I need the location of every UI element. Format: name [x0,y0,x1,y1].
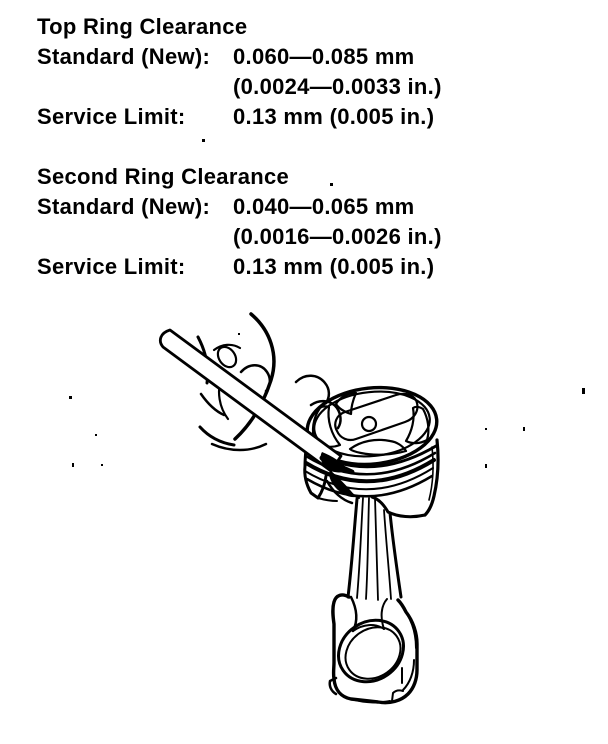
spec-value: 0.060—0.085 mm [233,44,415,69]
spec-title: Second Ring Clearance [37,164,290,189]
scan-speck [485,464,487,468]
scan-speck [101,464,103,466]
scan-speck [238,333,240,335]
scan-speck [582,388,585,394]
spec-value: 0.13 mm (0.005 in.) [233,254,435,279]
spec-label: Standard (New): [37,194,211,219]
spec-value: (0.0016—0.0026 in.) [233,224,442,249]
spec-label: Service Limit: [37,104,186,129]
scan-speck [95,434,97,436]
big-end [327,595,417,703]
spec-value: (0.0024—0.0033 in.) [233,74,442,99]
scan-speck [485,428,487,430]
spec-label: Standard (New): [37,44,211,69]
connecting-rod [327,498,417,703]
spec-title: Top Ring Clearance [37,14,248,39]
spec-value: 0.040—0.065 mm [233,194,415,219]
spec-label: Service Limit: [37,254,186,279]
scan-speck [330,183,333,186]
scan-speck [202,139,205,142]
scan-speck [72,463,74,467]
scan-speck [69,396,72,399]
spec-value: 0.13 mm (0.005 in.) [233,104,435,129]
scan-speck [523,427,525,431]
